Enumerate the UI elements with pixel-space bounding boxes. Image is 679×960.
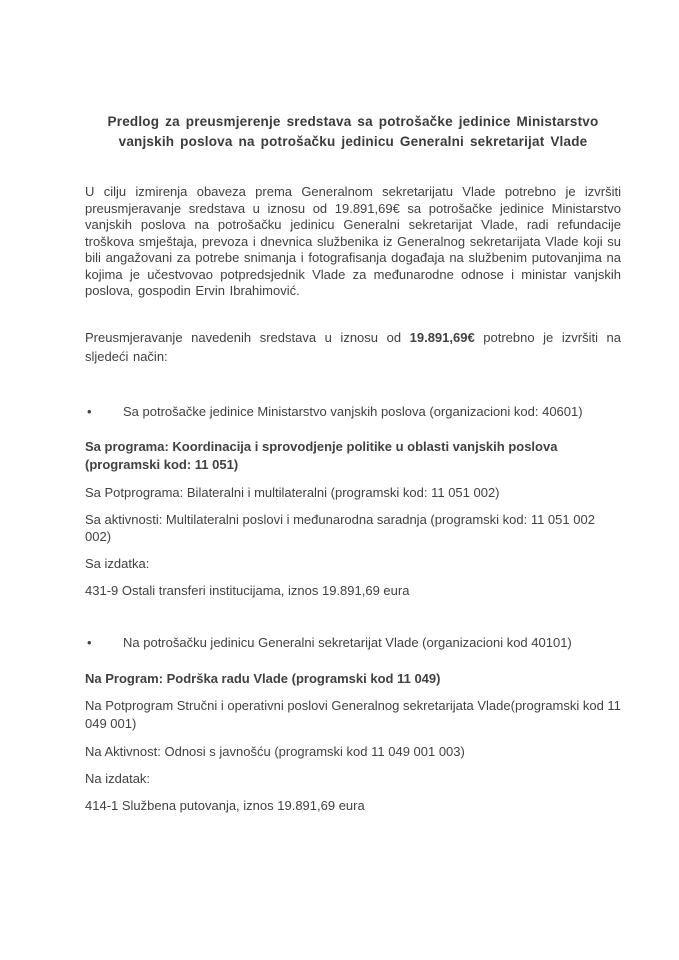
document-title: Predlog za preusmjerenje sredstava sa potrošačke jedinice Ministarstvo vanjskih poslova na potrošačku jedinicu Generalni sekretarijat Vlade bbox=[107, 114, 599, 149]
transfer-amount: 19.891,69€ bbox=[409, 329, 475, 345]
destination-subprogram-line: Na Potprogram Stručni i operativni poslovi Generalnog sekretarijata Vlade(programski kod 11 049 001) bbox=[85, 697, 621, 731]
destination-program-line: Na Program: Podrška radu Vlade (programski kod 11 049) bbox=[85, 670, 441, 686]
source-expense-line: 431-9 Ostali transferi institucijama, iznos 19.891,69 eura bbox=[85, 583, 410, 598]
transfer-paragraph bbox=[85, 328, 621, 366]
source-program-line: Sa programa: Koordinacija i sprovodjenje politike u oblasti vanjskih poslova (programski kod: 11 051) bbox=[85, 439, 558, 472]
source-subprogram-line: Sa Potprograma: Bilateralni i multilateralni (programski kod: 11 051 002) bbox=[85, 485, 500, 500]
source-unit-text: Sa potrošačke jedinice Ministarstvo vanjskih poslova (organizacioni kod: 40601) bbox=[123, 403, 583, 419]
bullet-item-source-unit bbox=[85, 404, 621, 421]
bullet-item-destination-unit bbox=[85, 635, 621, 652]
transfer-text-pre: Preusmjeravanje navedenih sredstava u iznosu od bbox=[85, 329, 410, 345]
destination-expense-label: Na izdatak: bbox=[85, 770, 151, 786]
bullet-icon: • bbox=[87, 635, 92, 650]
intro-paragraph: U cilju izmirenja obaveza prema Generalnom sekretarijatu Vlade potrebno je izvršiti preusmjeravanje sredstava u iznosu od 19.891,69€ sa potrošačke jedinice Ministarstvo vanjskih poslova na potrošačku jedinicu Generalni sekretarijat Vlade, radi refundacije troškova smještaja, prevoza i dnevnica službenika iz Generalnog sekretarijata Vlade koji su bili angažovani za potrebe snimanja i fotografisanja događaja na službenim putovanjima na kojima je učestvovao potpredsjednik Vlade za međunarodne odnose i ministar vanjskih poslova, gospodin Ervin Ibrahimović. bbox=[85, 184, 621, 298]
transfer-text-post: potrebno je izvršiti na sljedeći način: bbox=[85, 329, 622, 364]
destination-activity-line: Na Aktivnost: Odnosi s javnošću (programski kod 11 049 001 003) bbox=[85, 743, 465, 759]
bullet-icon: • bbox=[87, 403, 92, 419]
destination-unit-text: Na potrošačku jedinicu Generalni sekretarijat Vlade (organizacioni kod 40101) bbox=[123, 635, 572, 650]
destination-expense-line: 414-1 Službena putovanja, iznos 19.891,69 eura bbox=[85, 797, 365, 813]
source-expense-label: Sa izdatka: bbox=[85, 556, 150, 571]
source-activity-line: Sa aktivnosti: Multilateralni poslovi i međunarodna saradnja (programski kod: 11 051 002 002) bbox=[85, 512, 595, 544]
